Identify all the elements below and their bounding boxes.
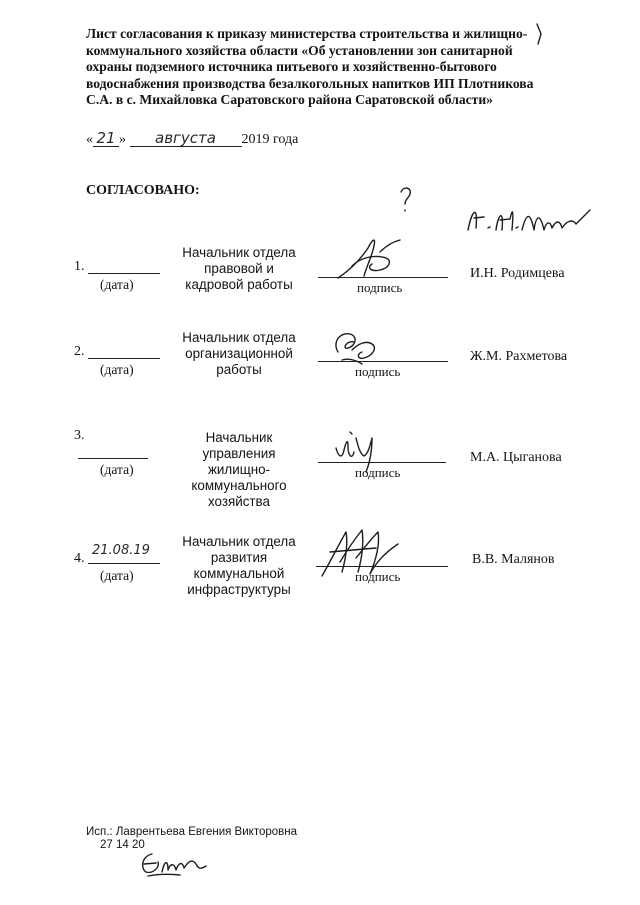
- row-1-position-line-3: кадровой работы: [185, 277, 293, 292]
- title-line-3: охраны подземного источника питьевого и хозяйственно-бытового: [86, 59, 497, 74]
- row-1-signature-caption: подпись: [357, 280, 403, 295]
- row-3-number: 3.: [74, 428, 85, 443]
- executor-name: Исп.: Лаврентьева Евгения Викторовна: [86, 826, 297, 838]
- row-1-signature: [330, 230, 410, 285]
- row-3-position-line-1: Начальник: [205, 430, 273, 445]
- row-2-date-caption: (дата): [100, 362, 134, 377]
- corner-mark-icon: [534, 22, 544, 46]
- row-4-position-line-2: развития: [210, 550, 268, 565]
- document-date: [86, 130, 298, 148]
- row-3-signature-caption: подпись: [355, 465, 401, 480]
- date-open-quote: «: [86, 132, 93, 147]
- document-title: [86, 26, 600, 109]
- row-2-signature: [328, 322, 388, 372]
- row-3-position: [170, 430, 308, 510]
- row-1-number: 1.: [74, 259, 85, 274]
- row-4-signature: [316, 522, 406, 584]
- title-line-4: водоснабжения производства безалкогольных напитков ИП Плотникова: [86, 75, 534, 91]
- executor-signature: [134, 848, 214, 880]
- row-3-date-blank: [78, 458, 148, 459]
- date-day-handwritten: 21: [93, 130, 119, 147]
- row-1-position-line-1: Начальник отдела: [182, 245, 296, 260]
- row-1-date-caption: (дата): [100, 277, 134, 292]
- date-year: 2019 года: [241, 132, 299, 147]
- title-line-1: Лист согласования к приказу министерства строительства и жилищно-: [86, 26, 528, 41]
- row-4-position-line-1: Начальник отдела: [182, 534, 296, 549]
- row-4-signature-caption: подпись: [355, 569, 401, 584]
- date-close-quote: »: [119, 132, 126, 147]
- row-4-number: 4.: [74, 551, 85, 566]
- date-month-handwritten: августа: [130, 130, 242, 147]
- row-3-position-line-4: коммунального: [191, 478, 287, 493]
- row-2-position-line-1: Начальник отдела: [182, 330, 296, 345]
- title-line-5: С.А. в с. Михайловка Саратовского района Саратовской области»: [86, 92, 493, 107]
- row-2-position-line-3: работы: [216, 362, 262, 377]
- row-4-date-handwritten: 21.08.19: [92, 543, 150, 558]
- row-4-position-line-4: инфраструктуры: [187, 582, 291, 597]
- row-3-signature: [330, 426, 390, 476]
- title-line-2: коммунального хозяйства области «Об установлении зон санитарной: [86, 42, 513, 58]
- row-1-position: [170, 245, 308, 293]
- row-4-date-blank: [88, 563, 160, 564]
- row-2-position: [170, 330, 308, 378]
- row-4-position-line-3: коммунальной: [193, 566, 285, 581]
- row-1-name: И.Н. Родимцева: [470, 266, 565, 281]
- executor-phone: 27 14 20: [100, 839, 145, 851]
- signature-top-right: [464, 200, 599, 238]
- row-2-signature-caption: подпись: [355, 364, 401, 379]
- row-3-position-line-2: управления: [202, 446, 276, 461]
- row-1-date-blank: [88, 273, 160, 274]
- row-2-number: 2.: [74, 344, 85, 359]
- row-4-date-caption: (дата): [100, 568, 134, 583]
- row-3-date-caption: (дата): [100, 462, 134, 477]
- row-3-name: М.А. Цыганова: [470, 450, 562, 465]
- row-3-position-line-5: хозяйства: [208, 494, 270, 509]
- agreed-heading: СОГЛАСОВАНО:: [86, 183, 200, 198]
- row-1-position-line-2: правовой и: [204, 261, 274, 276]
- row-3-position-line-3: жилищно-: [207, 462, 271, 477]
- row-2-position-line-2: организационной: [185, 346, 293, 361]
- question-mark-scribble: [398, 186, 414, 214]
- row-4-name: В.В. Малянов: [472, 552, 555, 567]
- row-2-date-blank: [88, 358, 160, 359]
- row-2-name: Ж.М. Рахметова: [470, 349, 568, 364]
- row-4-position: [170, 534, 308, 598]
